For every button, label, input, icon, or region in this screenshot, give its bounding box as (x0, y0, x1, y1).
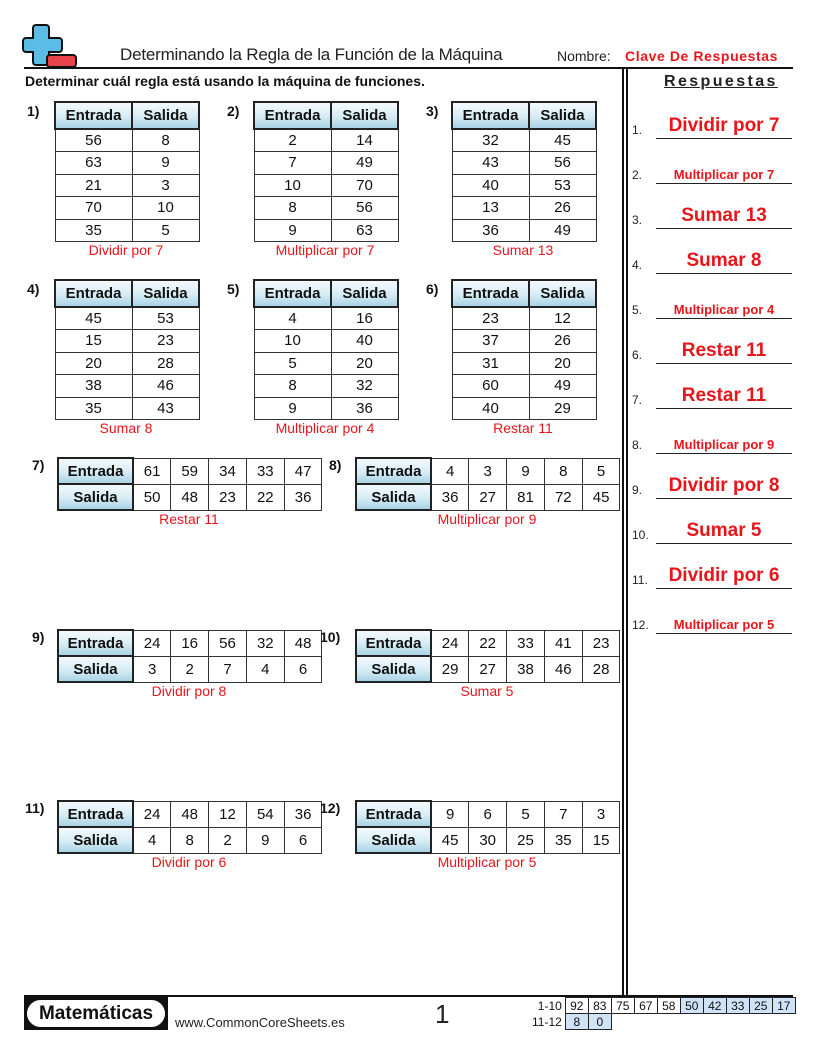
table-row (452, 375, 596, 398)
answer-value: Multiplicar por 5 (673, 617, 775, 632)
output-cell: 29 (529, 397, 596, 420)
output-header: Salida (58, 484, 133, 510)
input-cell: 10 (254, 174, 331, 197)
input-cell: 4 (431, 458, 469, 484)
input-cell: 34 (209, 458, 247, 484)
output-header: Salida (356, 656, 431, 682)
input-cell: 33 (507, 630, 545, 656)
output-cell: 5 (132, 219, 199, 242)
input-cell: 5 (254, 352, 331, 375)
input-cell: 24 (431, 630, 469, 656)
score-cell: 58 (657, 998, 680, 1014)
function-table (253, 279, 399, 420)
input-header: Entrada (58, 801, 133, 827)
score-cell: 92 (565, 998, 588, 1014)
input-row (58, 458, 322, 484)
table-row (254, 397, 398, 420)
input-row (356, 801, 620, 827)
output-header: Salida (58, 827, 133, 853)
input-cell: 54 (246, 801, 284, 827)
table-row (55, 219, 199, 242)
input-cell: 8 (254, 197, 331, 220)
output-cell: 20 (529, 352, 596, 375)
function-table (451, 279, 597, 420)
problem-number: 9) (32, 629, 45, 645)
output-cell: 45 (529, 129, 596, 152)
input-cell: 47 (284, 458, 322, 484)
input-cell: 3 (582, 801, 620, 827)
page-number: 1 (435, 999, 450, 1029)
answer-number: 3. (632, 213, 643, 227)
output-cell: 22 (246, 484, 284, 510)
problem-number: 3) (426, 103, 439, 119)
input-header: Entrada (254, 102, 331, 129)
function-table (253, 101, 399, 242)
input-cell: 43 (452, 152, 529, 175)
table-row (254, 219, 398, 242)
output-header: Salida (356, 484, 431, 510)
answer-6 (632, 334, 797, 364)
output-cell: 12 (529, 307, 596, 330)
table-row (452, 330, 596, 353)
output-cell: 53 (132, 307, 199, 330)
table-row (254, 375, 398, 398)
input-cell: 41 (544, 630, 582, 656)
input-cell: 15 (55, 330, 132, 353)
answer-number: 1. (632, 123, 643, 137)
answer-value: Multiplicar por 4 (673, 302, 775, 317)
output-cell: 4 (133, 827, 171, 853)
answer-column-divider (622, 67, 624, 997)
input-cell: 48 (284, 630, 322, 656)
output-row (356, 484, 620, 510)
function-table (355, 800, 620, 854)
table-row (254, 129, 398, 152)
input-cell: 21 (55, 174, 132, 197)
problem-number: 12) (320, 800, 341, 816)
input-cell: 36 (452, 219, 529, 242)
output-row (58, 827, 322, 853)
output-cell: 6 (284, 656, 322, 682)
input-cell: 7 (254, 152, 331, 175)
answer-number: 4. (632, 258, 643, 272)
function-table (57, 629, 322, 683)
table-row (452, 197, 596, 220)
table-row (452, 174, 596, 197)
table-row (452, 352, 596, 375)
output-header: Salida (331, 102, 398, 129)
problem-number: 5) (227, 281, 240, 297)
rule-answer: Multiplicar por 4 (275, 420, 375, 436)
name-value: Clave De Respuestas (625, 48, 779, 64)
output-cell: 23 (132, 330, 199, 353)
output-cell: 2 (171, 656, 209, 682)
site-url: www.CommonCoreSheets.es (175, 1015, 345, 1030)
name-label: Nombre: (557, 48, 611, 64)
function-table (54, 279, 200, 420)
output-cell: 45 (582, 484, 620, 510)
input-row (58, 630, 322, 656)
output-cell: 36 (431, 484, 469, 510)
table-row (55, 397, 199, 420)
answer-number: 6. (632, 348, 643, 362)
input-cell: 48 (171, 801, 209, 827)
function-table (355, 457, 620, 511)
function-table (54, 101, 200, 242)
problem-number: 4) (27, 281, 40, 297)
output-header: Salida (529, 280, 596, 307)
input-header: Entrada (356, 801, 431, 827)
input-cell: 32 (452, 129, 529, 152)
table-row (55, 129, 199, 152)
input-cell: 8 (254, 375, 331, 398)
brand-badge (24, 997, 168, 1030)
table-row (452, 397, 596, 420)
input-cell: 12 (209, 801, 247, 827)
output-cell: 27 (469, 484, 507, 510)
table-row (254, 197, 398, 220)
score-cell: 33 (726, 998, 749, 1014)
score-cell: 0 (588, 1014, 611, 1030)
rule-answer: Dividir por 6 (151, 854, 227, 870)
answer-11 (632, 559, 797, 589)
output-cell: 27 (469, 656, 507, 682)
input-cell: 2 (254, 129, 331, 152)
score-cell: 50 (680, 998, 703, 1014)
output-cell: 46 (132, 375, 199, 398)
table-row (55, 197, 199, 220)
output-cell: 26 (529, 330, 596, 353)
input-cell: 5 (507, 801, 545, 827)
output-cell: 30 (469, 827, 507, 853)
output-cell: 70 (331, 174, 398, 197)
output-header: Salida (132, 280, 199, 307)
answer-10 (632, 514, 797, 544)
input-cell: 35 (55, 397, 132, 420)
math-logo-icon (22, 24, 78, 68)
output-row (356, 656, 620, 682)
output-header: Salida (132, 102, 199, 129)
answer-column-divider-inner (626, 67, 628, 997)
output-cell: 36 (284, 484, 322, 510)
output-cell: 72 (544, 484, 582, 510)
header-divider (24, 67, 793, 69)
output-cell: 32 (331, 375, 398, 398)
problem-number: 8) (329, 457, 342, 473)
answer-value: Dividir por 7 (668, 115, 780, 136)
input-cell: 22 (469, 630, 507, 656)
answer-7 (632, 379, 797, 409)
function-table (451, 101, 597, 242)
input-cell: 35 (55, 219, 132, 242)
score-cell: 17 (772, 998, 795, 1014)
input-cell: 5 (582, 458, 620, 484)
input-cell: 9 (507, 458, 545, 484)
output-cell: 25 (507, 827, 545, 853)
answer-4 (632, 244, 797, 274)
answer-number: 12. (632, 618, 649, 632)
table-row (254, 330, 398, 353)
answer-value: Sumar 8 (686, 250, 762, 271)
score-cell: 42 (703, 998, 726, 1014)
table-row (55, 307, 199, 330)
answer-12 (632, 604, 797, 634)
input-cell: 16 (171, 630, 209, 656)
rule-answer: Sumar 13 (492, 242, 554, 258)
score-row-label: 1-10 (537, 998, 562, 1013)
output-cell: 40 (331, 330, 398, 353)
answer-value: Restar 11 (681, 385, 767, 406)
input-cell: 20 (55, 352, 132, 375)
output-cell: 81 (507, 484, 545, 510)
output-cell: 9 (132, 152, 199, 175)
table-row (452, 219, 596, 242)
score-table (530, 997, 796, 1030)
input-cell: 36 (284, 801, 322, 827)
input-header: Entrada (452, 280, 529, 307)
output-cell: 23 (209, 484, 247, 510)
rule-answer: Multiplicar por 9 (437, 511, 537, 527)
output-cell: 48 (171, 484, 209, 510)
answer-number: 7. (632, 393, 643, 407)
output-row (356, 827, 620, 853)
output-cell: 46 (544, 656, 582, 682)
answer-number: 5. (632, 303, 643, 317)
answer-number: 8. (632, 438, 643, 452)
answer-value: Multiplicar por 7 (673, 167, 775, 182)
answer-number: 2. (632, 168, 643, 182)
table-row (254, 152, 398, 175)
answers-title: Respuestas (664, 73, 778, 90)
brand-label: Matemáticas (27, 1000, 165, 1027)
table-row (55, 352, 199, 375)
rule-answer: Restar 11 (493, 420, 553, 436)
score-cell: 75 (611, 998, 634, 1014)
input-cell: 56 (209, 630, 247, 656)
input-cell: 70 (55, 197, 132, 220)
input-cell: 31 (452, 352, 529, 375)
problem-number: 11) (25, 800, 45, 816)
answer-value: Dividir por 6 (668, 565, 780, 586)
input-cell: 23 (452, 307, 529, 330)
answer-number: 9. (632, 483, 643, 497)
input-cell: 60 (452, 375, 529, 398)
answer-number: 11. (632, 573, 648, 587)
output-cell: 2 (209, 827, 247, 853)
input-cell: 33 (246, 458, 284, 484)
output-cell: 38 (507, 656, 545, 682)
input-header: Entrada (356, 630, 431, 656)
output-cell: 28 (582, 656, 620, 682)
rule-answer: Dividir por 7 (88, 242, 164, 258)
output-cell: 53 (529, 174, 596, 197)
function-table (57, 457, 322, 511)
input-cell: 38 (55, 375, 132, 398)
problem-number: 10) (320, 629, 341, 645)
output-row (58, 484, 322, 510)
score-cell: 67 (634, 998, 657, 1014)
input-cell: 9 (254, 219, 331, 242)
input-header: Entrada (58, 458, 133, 484)
input-header: Entrada (55, 102, 132, 129)
output-cell: 3 (132, 174, 199, 197)
table-row (452, 129, 596, 152)
function-table (355, 629, 620, 683)
table-row (254, 174, 398, 197)
table-row (254, 352, 398, 375)
output-cell: 56 (331, 197, 398, 220)
input-cell: 59 (171, 458, 209, 484)
input-cell: 63 (55, 152, 132, 175)
answer-3 (632, 199, 797, 229)
output-cell: 16 (331, 307, 398, 330)
instructions: Determinar cuál regla está usando la máquina de funciones. (25, 73, 425, 89)
input-cell: 8 (544, 458, 582, 484)
input-header: Entrada (55, 280, 132, 307)
output-cell: 35 (544, 827, 582, 853)
output-cell: 63 (331, 219, 398, 242)
problem-number: 7) (32, 457, 45, 473)
input-header: Entrada (254, 280, 331, 307)
input-cell: 3 (469, 458, 507, 484)
input-cell: 24 (133, 630, 171, 656)
rule-answer: Dividir por 8 (151, 683, 227, 699)
output-cell: 49 (331, 152, 398, 175)
input-cell: 9 (431, 801, 469, 827)
table-row (452, 307, 596, 330)
output-cell: 56 (529, 152, 596, 175)
input-cell: 40 (452, 174, 529, 197)
problem-number: 1) (27, 103, 40, 119)
input-cell: 6 (469, 801, 507, 827)
input-cell: 9 (254, 397, 331, 420)
input-header: Entrada (58, 630, 133, 656)
output-header: Salida (331, 280, 398, 307)
output-cell: 49 (529, 375, 596, 398)
output-cell: 15 (582, 827, 620, 853)
rule-answer: Multiplicar por 7 (275, 242, 375, 258)
table-row (55, 330, 199, 353)
table-row (55, 152, 199, 175)
input-cell: 4 (254, 307, 331, 330)
table-row (55, 174, 199, 197)
answer-number: 10. (632, 528, 649, 542)
problem-number: 2) (227, 103, 240, 119)
output-cell: 8 (132, 129, 199, 152)
rule-answer: Sumar 8 (99, 420, 153, 436)
function-table (57, 800, 322, 854)
input-cell: 24 (133, 801, 171, 827)
output-cell: 26 (529, 197, 596, 220)
answer-8 (632, 424, 797, 454)
output-cell: 50 (133, 484, 171, 510)
output-cell: 8 (171, 827, 209, 853)
output-cell: 7 (209, 656, 247, 682)
output-cell: 49 (529, 219, 596, 242)
input-cell: 56 (55, 129, 132, 152)
input-cell: 23 (582, 630, 620, 656)
output-header: Salida (356, 827, 431, 853)
input-cell: 7 (544, 801, 582, 827)
score-cell: 25 (749, 998, 772, 1014)
score-row-11-12 (530, 1014, 795, 1030)
input-row (58, 801, 322, 827)
output-header: Salida (529, 102, 596, 129)
score-row-label: 11-12 (532, 1014, 562, 1029)
answer-5 (632, 289, 797, 319)
answer-value: Sumar 13 (681, 205, 767, 226)
output-cell: 36 (331, 397, 398, 420)
output-cell: 6 (284, 827, 322, 853)
input-row (356, 458, 620, 484)
output-cell: 10 (132, 197, 199, 220)
input-row (356, 630, 620, 656)
input-cell: 37 (452, 330, 529, 353)
input-cell: 45 (55, 307, 132, 330)
rule-answer: Multiplicar por 5 (437, 854, 537, 870)
input-cell: 61 (133, 458, 171, 484)
output-cell: 28 (132, 352, 199, 375)
table-row (254, 307, 398, 330)
worksheet-title: Determinando la Regla de la Función de la Máquina (120, 45, 503, 64)
answer-value: Multiplicar por 9 (673, 437, 775, 452)
score-row-1-10 (530, 998, 795, 1014)
output-cell: 29 (431, 656, 469, 682)
problem-number: 6) (426, 281, 439, 297)
answer-value: Restar 11 (681, 340, 767, 361)
answer-2 (632, 154, 797, 184)
table-row (452, 152, 596, 175)
output-cell: 45 (431, 827, 469, 853)
rule-answer: Restar 11 (159, 511, 219, 527)
input-cell: 32 (246, 630, 284, 656)
input-cell: 10 (254, 330, 331, 353)
input-cell: 13 (452, 197, 529, 220)
output-cell: 14 (331, 129, 398, 152)
score-cell: 83 (588, 998, 611, 1014)
answer-value: Sumar 5 (686, 520, 762, 541)
output-row (58, 656, 322, 682)
output-cell: 9 (246, 827, 284, 853)
answer-value: Dividir por 8 (668, 475, 780, 496)
input-header: Entrada (452, 102, 529, 129)
rule-answer: Sumar 5 (460, 683, 514, 699)
table-row (55, 375, 199, 398)
output-header: Salida (58, 656, 133, 682)
output-cell: 4 (246, 656, 284, 682)
output-cell: 20 (331, 352, 398, 375)
score-cell: 8 (565, 1014, 588, 1030)
output-cell: 43 (132, 397, 199, 420)
answer-1 (632, 109, 797, 139)
answer-9 (632, 469, 797, 499)
output-cell: 3 (133, 656, 171, 682)
input-cell: 40 (452, 397, 529, 420)
input-header: Entrada (356, 458, 431, 484)
